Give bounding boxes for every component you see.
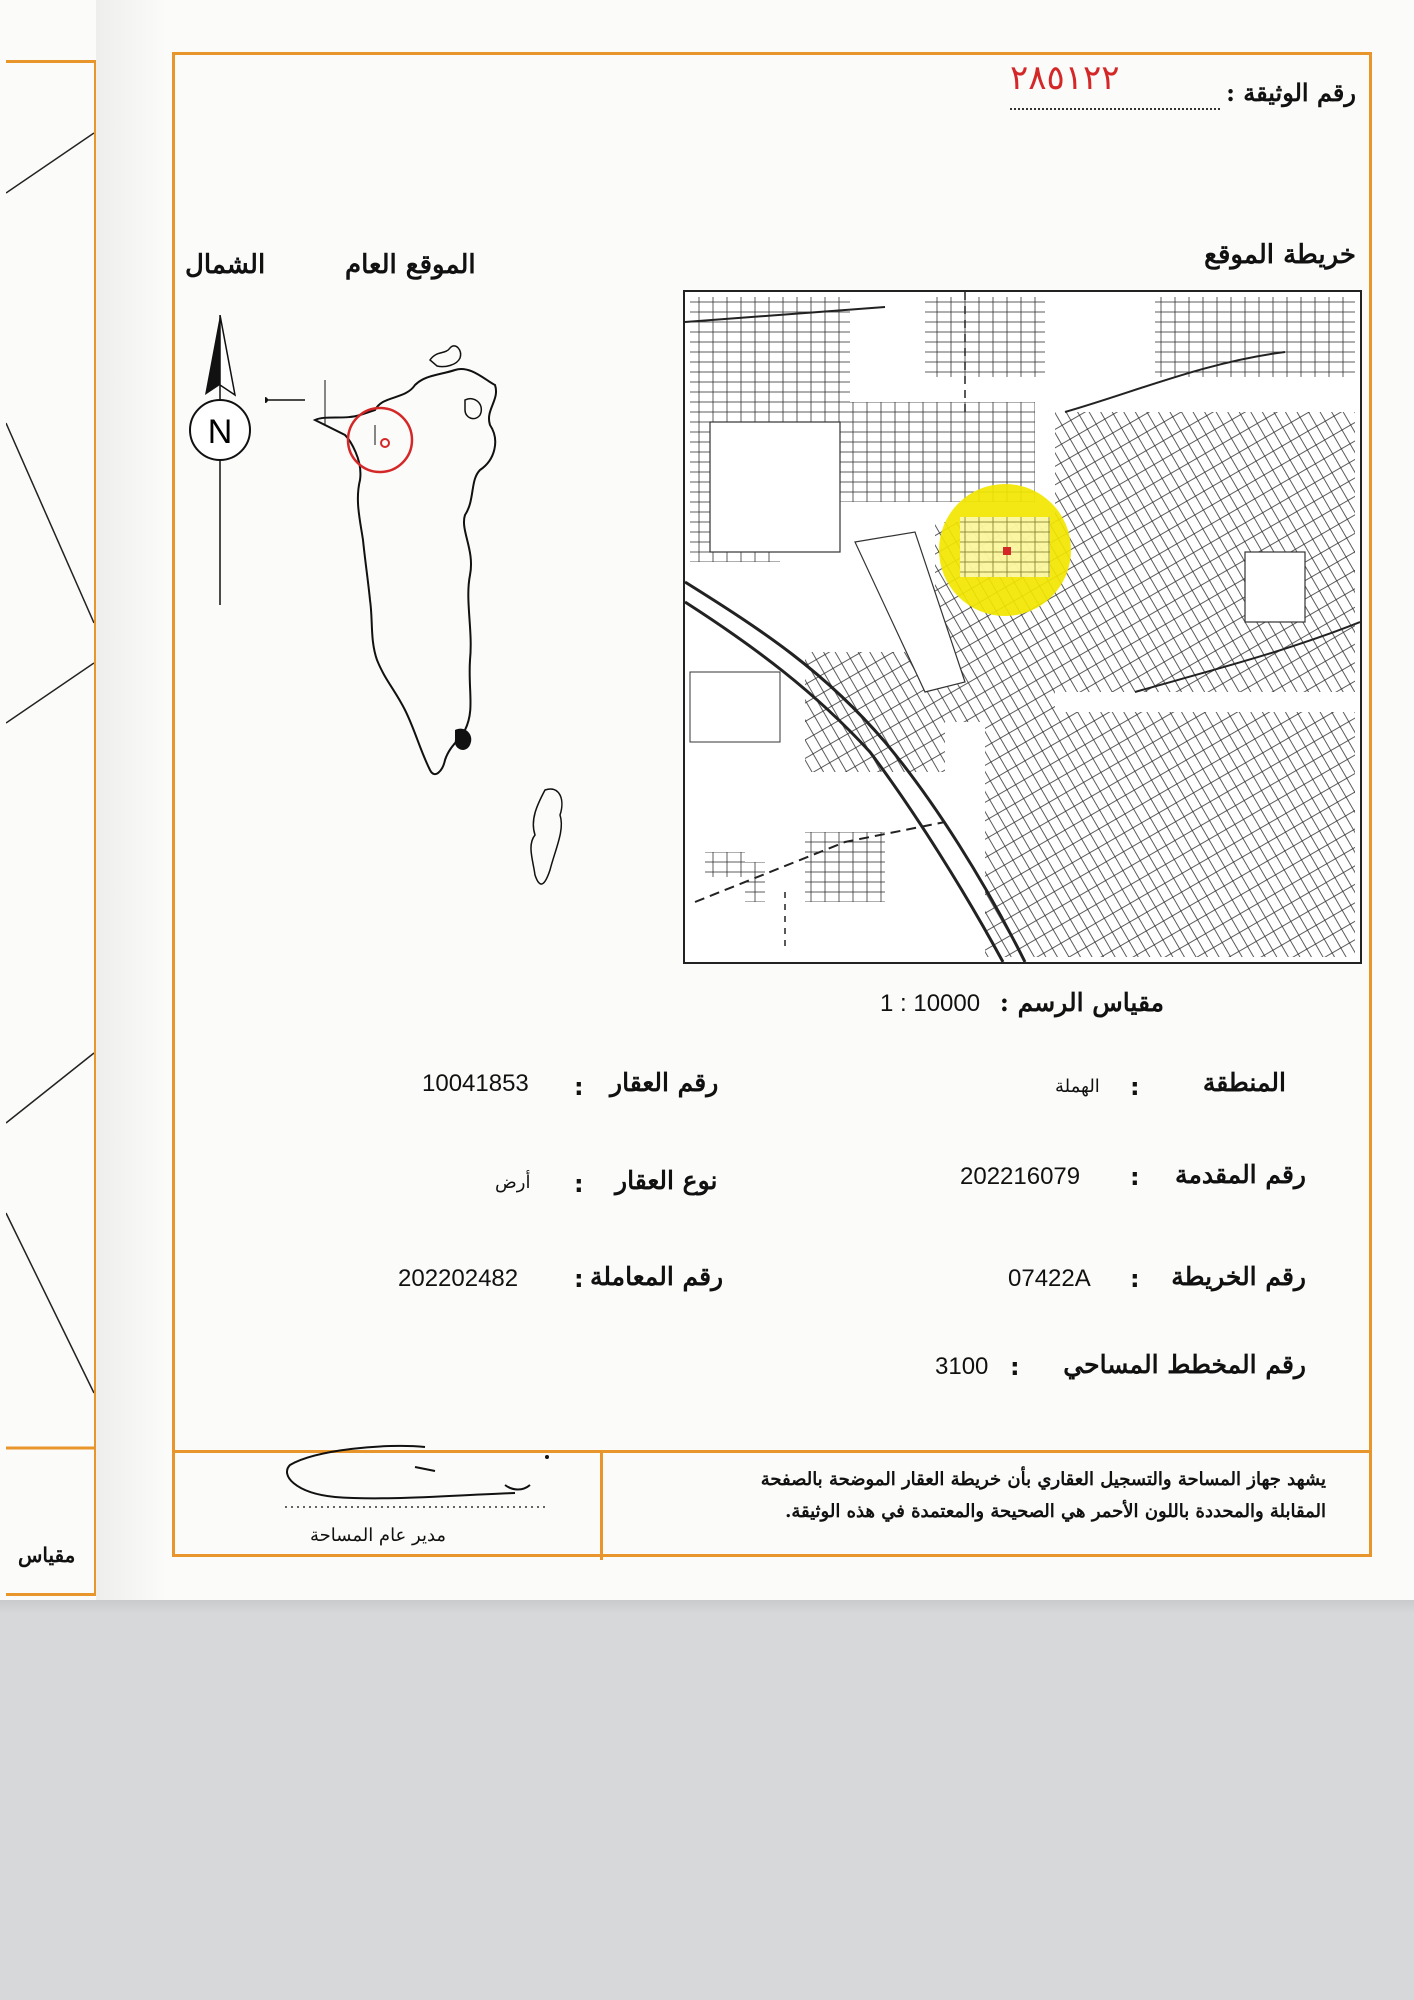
footer-column-divider	[600, 1450, 603, 1560]
left-facing-page	[6, 60, 97, 1596]
map-no-value: 07422A	[1008, 1265, 1091, 1292]
certification-line-1: يشهد جهاز المساحة والتسجيل العقاري بأن خريطة العقار الموضحة بالصفحة	[760, 1469, 1326, 1490]
area-value: الهملة	[1055, 1076, 1100, 1097]
application-no-label: رقم المقدمة	[1175, 1160, 1306, 1189]
property-no-value: 10041853	[422, 1070, 529, 1097]
left-page-map-lines	[6, 63, 94, 1593]
cadastral-map-drawing	[685, 292, 1360, 962]
page-shadow	[0, 1600, 1414, 1614]
property-type-label: نوع العقار	[615, 1166, 718, 1195]
general-location-heading: الموقع العام	[345, 250, 476, 280]
scale-value: 1 : 10000	[880, 990, 981, 1017]
doc-number-dots	[1010, 108, 1220, 110]
area-label: المنطقة	[1202, 1068, 1286, 1097]
survey-plan-colon: :	[1010, 1353, 1020, 1381]
location-circle-marker	[348, 408, 412, 472]
survey-plan-label: رقم المخطط المساحي	[1063, 1350, 1306, 1379]
property-no-colon: :	[574, 1073, 584, 1101]
application-no-value: 202216079	[960, 1163, 1081, 1190]
area-colon: :	[1130, 1073, 1140, 1101]
map-no-label: رقم الخريطة	[1171, 1262, 1306, 1291]
transaction-no-label: رقم المعاملة	[590, 1262, 724, 1291]
property-type-colon: :	[574, 1170, 584, 1198]
page-binding	[96, 0, 166, 1600]
property-no-label: رقم العقار	[610, 1068, 719, 1097]
survey-plan-value: 3100	[935, 1353, 989, 1380]
north-letter: N	[207, 413, 233, 451]
certification-line-2: المقابلة والمحددة باللون الأحمر هي الصحيحة والمعتمدة في هذه الوثيقة.	[785, 1501, 1326, 1522]
signer-title: مدير عام المساحة	[310, 1525, 447, 1546]
north-heading: الشمال	[185, 250, 266, 280]
transaction-no-value: 202202482	[398, 1265, 519, 1292]
doc-number-value: ٢٨٥١٢٢	[1010, 58, 1120, 98]
scale-label: مقياس الرسم :	[999, 988, 1164, 1017]
property-type-value: أرض	[495, 1172, 531, 1193]
north-arrow-icon	[185, 315, 255, 615]
left-page-scale-label: مقياس	[18, 1543, 76, 1567]
location-map	[683, 290, 1362, 964]
general-location-map	[265, 330, 615, 930]
location-map-heading: خريطة الموقع	[1204, 240, 1356, 270]
transaction-no-colon: :	[574, 1265, 584, 1293]
map-no-colon: :	[1130, 1265, 1140, 1293]
doc-number-label: رقم الوثيقة :	[1226, 78, 1356, 107]
signature-image	[275, 1435, 575, 1515]
application-no-colon: :	[1130, 1163, 1140, 1191]
property-marker	[1003, 547, 1011, 555]
